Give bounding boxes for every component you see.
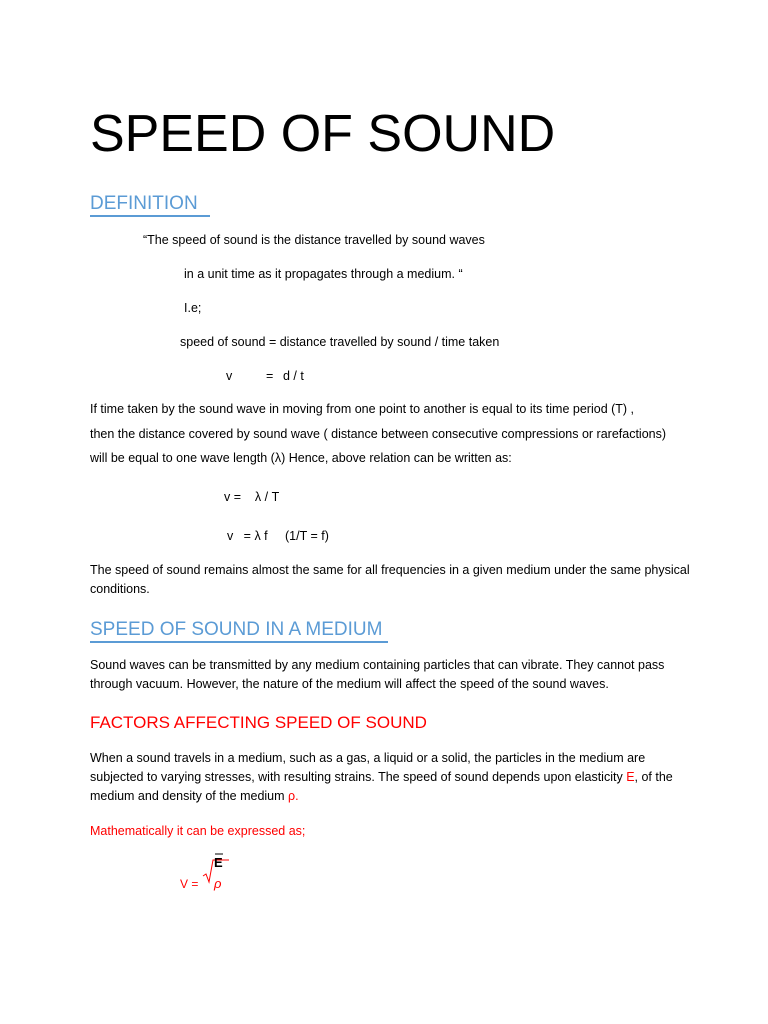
factors-text-1: When a sound travels in a medium, such as a gas, a liquid or a solid, the particles in the medium are subjected to varying stresses, with resulting strains. The speed of sound depends upon elasticity <box>90 751 646 784</box>
symbol-elasticity: E <box>626 770 635 784</box>
definition-ie: I.e; <box>184 301 202 315</box>
symbol-density: ρ <box>288 789 296 803</box>
formula-eq: = <box>266 369 274 383</box>
definition-paragraph-2: The speed of sound remains almost the same for all frequencies in a given medium under the same physical conditions. <box>90 563 690 596</box>
formula-lhs: V = <box>180 877 199 891</box>
formula-words: speed of sound = distance travelled by sound / time taken <box>180 335 500 349</box>
factors-text-end: . <box>295 789 299 803</box>
definition-heading <box>90 193 210 217</box>
formula-v: v <box>226 369 233 383</box>
factors-heading: FACTORS AFFECTING SPEED OF SOUND <box>90 713 427 732</box>
para1-line3: will be equal to one wave length (λ) Hence, above relation can be written as: <box>90 451 512 465</box>
medium-paragraph: Sound waves can be transmitted by any medium containing particles that can vibrate. They cannot pass through vacuum. However, the nature of the medium will affect the speed of the sound waves. <box>90 658 665 691</box>
formula-dt: d / t <box>283 369 304 383</box>
page-title: SPEED OF SOUND <box>90 105 556 163</box>
math-intro: Mathematically it can be expressed as; <box>90 824 306 838</box>
medium-heading-text: SPEED OF SOUND IN A MEDIUM <box>90 619 383 640</box>
para1-line2: then the distance covered by sound wave ( distance between consecutive compressions or rarefactions) <box>90 427 667 441</box>
definition-quote-line2: in a unit time as it propagates through a medium. “ <box>184 267 463 281</box>
para1-line1: If time taken by the sound wave in moving from one point to another is equal to its time period (T) , <box>90 402 635 416</box>
formula-denominator: ρ <box>214 876 222 891</box>
definition-heading-text: DEFINITION <box>90 193 198 214</box>
medium-heading <box>90 619 388 643</box>
equation-v-lambda-T: v = λ / T <box>224 490 280 504</box>
definition-quote-line1: “The speed of sound is the distance travelled by sound waves <box>143 233 485 247</box>
equation-v-lambda-f: v = λ f (1/T = f) <box>227 529 329 543</box>
formula-numerator: E <box>214 855 223 870</box>
factors-paragraph <box>90 749 690 806</box>
factors-text-2: , of the medium and density of the medium <box>90 770 673 803</box>
